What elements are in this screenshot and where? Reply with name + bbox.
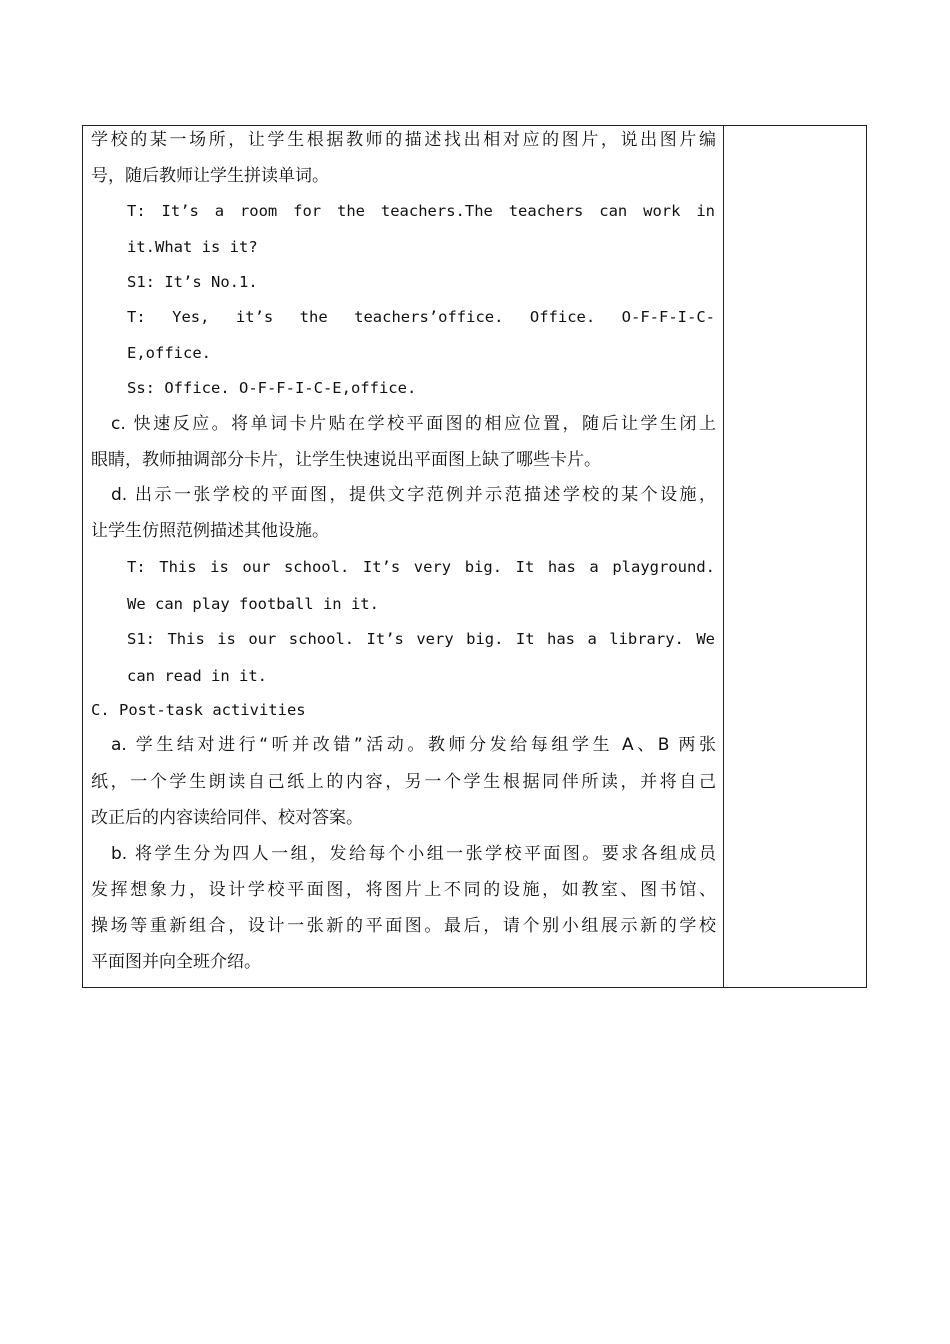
activity-d-line: d. 出示一张学校的平面图，提供文字范例并示范描述学校的某个设施，: [111, 485, 716, 505]
dialogue-line: Ss: Office. O-F-F-I-C-E,office.: [127, 379, 417, 397]
activity-c-line: c. 快速反应。将单词卡片贴在学校平面图的相应位置，随后让学生闭上: [111, 414, 716, 434]
text-line: 改正后的内容读给同伴、校对答案。: [91, 808, 363, 828]
dialogue-line: S1: It’s No.1.: [127, 273, 258, 291]
activity-a-line: a. 学生结对进行“听并改错”活动。教师分发给每组学生 A、B 两张: [111, 735, 716, 755]
section-heading: C. Post-task activities: [91, 701, 306, 719]
text-line: 眼睛，教师抽调部分卡片，让学生快速说出平面图上缺了哪些卡片。: [91, 450, 601, 470]
dialogue-line: E,office.: [127, 344, 211, 362]
dialogue-line: T: It’s a room for the teachers.The teachers can work in: [127, 202, 715, 220]
dialogue-line: We can play football in it.: [127, 595, 379, 613]
activity-b-line: b. 将学生分为四人一组，发给每个小组一张学校平面图。要求各组成员: [111, 844, 716, 864]
text-line: 发挥想象力，设计学校平面图，将图片上不同的设施，如教室、图书馆、: [91, 880, 716, 900]
dialogue-line: T: This is our school. It’s very big. It has a playground.: [127, 558, 715, 576]
text-line: 学校的某一场所，让学生根据教师的描述找出相对应的图片，说出图片编: [91, 130, 716, 150]
text-line: 号，随后教师让学生拼读单词。: [91, 166, 329, 186]
dialogue-line: S1: This is our school. It’s very big. It has a library. We: [127, 630, 715, 648]
dialogue-line: can read in it.: [127, 667, 267, 685]
text-line: 让学生仿照范例描述其他设施。: [91, 521, 329, 541]
dialogue-line: T: Yes, it’s the teachers’office. Office. O-F-F-I-C-: [127, 308, 715, 326]
column-divider: [723, 126, 724, 987]
text-line: 平面图并向全班介绍。: [91, 952, 261, 972]
text-line: 操场等重新组合，设计一张新的平面图。最后，请个别小组展示新的学校: [91, 916, 716, 936]
dialogue-line: it.What is it?: [127, 238, 258, 256]
lesson-table: [82, 125, 867, 988]
text-line: 纸，一个学生朗读自己纸上的内容，另一个学生根据同伴所读，并将自己: [91, 772, 716, 792]
